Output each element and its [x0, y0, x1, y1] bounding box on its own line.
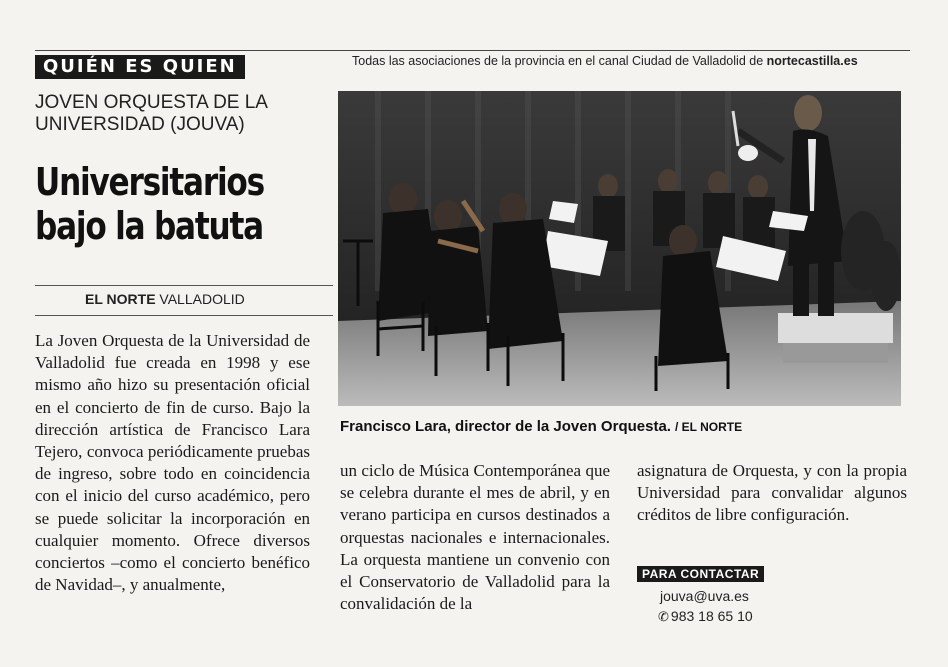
byline-rule-top — [35, 285, 333, 286]
contact-email: jouva@uva.es — [660, 588, 749, 604]
top-rule — [35, 50, 910, 51]
caption-text: Francisco Lara, director de la Joven Orquesta. — [340, 418, 671, 435]
orchestra-photo-illustration — [338, 91, 901, 406]
photo-caption — [340, 418, 742, 435]
contact-phone-row — [658, 608, 753, 625]
headline-line-2: bajo la batuta — [35, 204, 263, 248]
body-column-2: un ciclo de Música Contemporánea que se celebra durante el mes de abril, y en verano participa en cursos destinados a orquestas nacionales e internacionales. La orquesta mantiene un convenio con el Conservatorio de Valladolid para la convalidación de la — [340, 461, 610, 614]
byline-rule-bottom — [35, 315, 333, 316]
byline-source: EL NORTE — [85, 291, 156, 307]
contact-tag: PARA CONTACTAR — [637, 566, 764, 582]
article-headline — [35, 160, 281, 248]
byline-location: VALLADOLID — [159, 291, 245, 307]
orchestra-photo — [338, 91, 901, 406]
article-subtitle: JOVEN ORQUESTA DE LA UNIVERSIDAD (JOUVA) — [35, 92, 267, 135]
channel-note — [352, 54, 858, 68]
channel-note-site: nortecastilla.es — [766, 54, 858, 68]
byline — [85, 291, 245, 307]
headline-line-1: Universitarios — [35, 160, 264, 204]
body-column-1: La Joven Orquesta de la Universidad de Valladolid fue creada en 1998 y ese mismo año hizo su presentación oficial en el concierto de fin de curso. Bajo la dirección artística de Francisco Lara Tejero, convoca periódicamente pruebas de ingreso, sobre todo en coincidencia con el inicio del curso académico, pero se puede solicitar la incorporación en cualquier momento. Ofrece diversos conciertos –como el concierto benéfico de Navidad–, y anualmente, — [35, 331, 310, 595]
section-tag: QUIÉN ES QUIEN — [35, 55, 245, 79]
contact-phone: 983 18 65 10 — [670, 608, 753, 624]
photo-credit: / EL NORTE — [674, 420, 743, 434]
body-column-3: asignatura de Orquesta, y con la propia Universidad para convalidar algunos créditos de libre configuración. — [637, 461, 907, 525]
phone-icon: ✆ — [658, 609, 669, 624]
channel-note-text: Todas las asociaciones de la provincia en el canal Ciudad de Valladolid de — [352, 54, 767, 68]
